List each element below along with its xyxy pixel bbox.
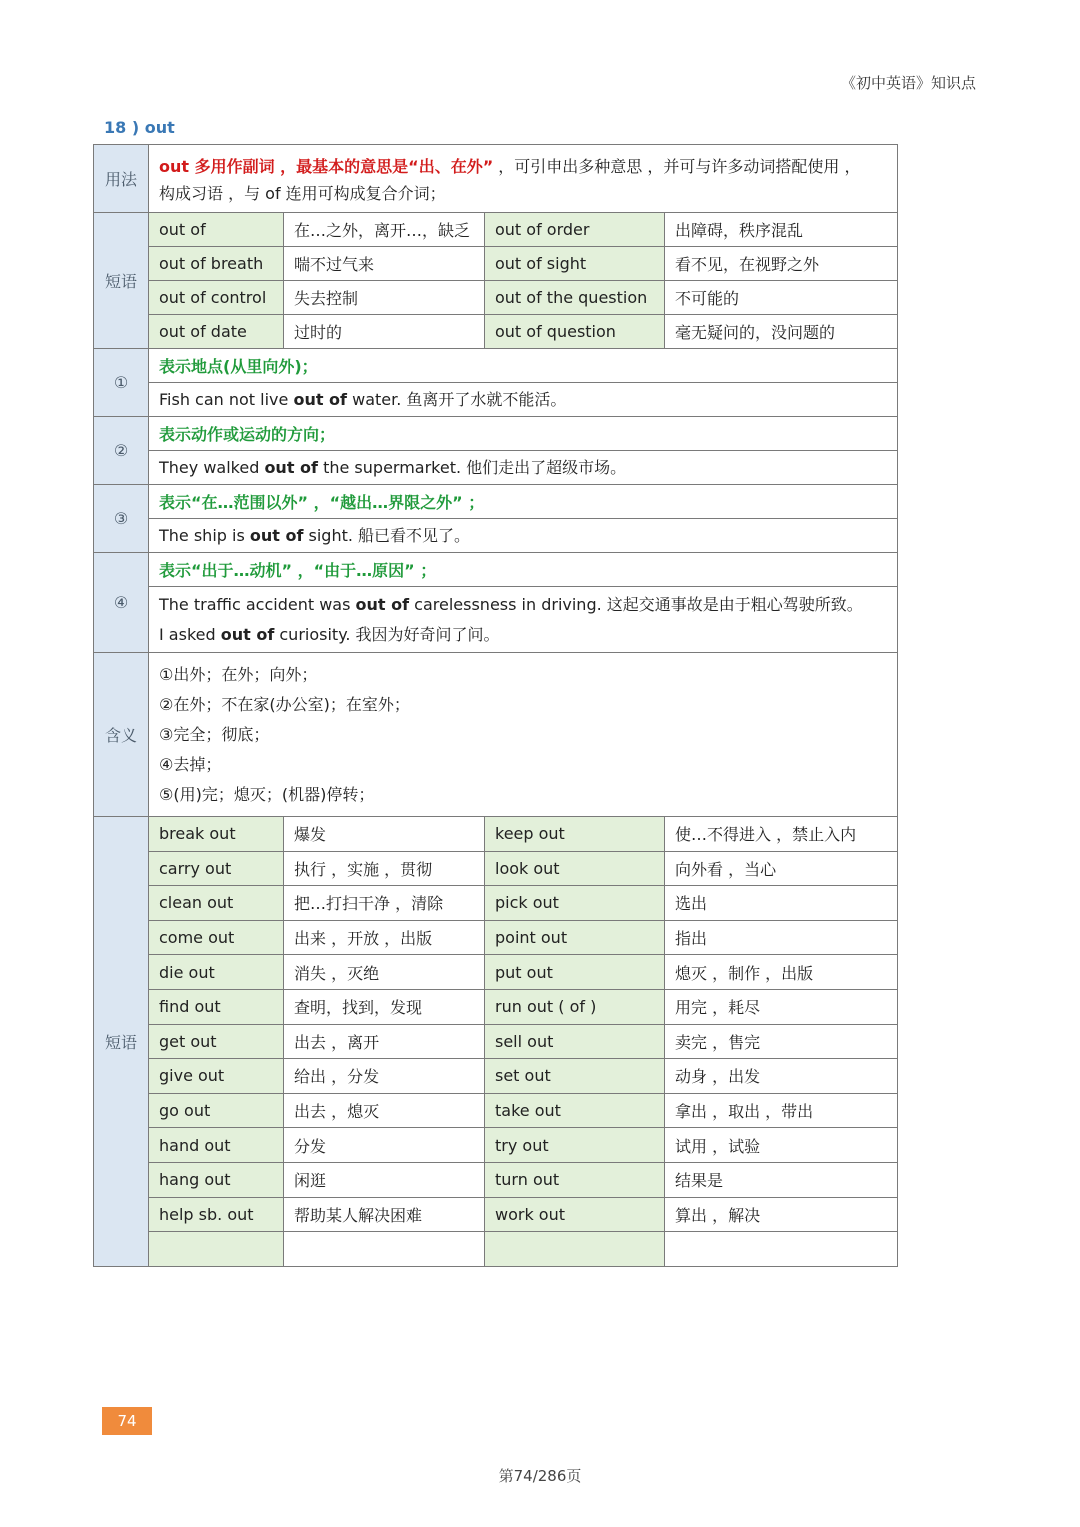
phrase: work out bbox=[485, 1197, 665, 1232]
phrase: out of sight bbox=[485, 247, 665, 281]
sense-example-row bbox=[94, 451, 898, 485]
example-sentence bbox=[159, 453, 887, 483]
phrase: sell out bbox=[485, 1024, 665, 1059]
example-keyword: out of bbox=[220, 624, 275, 644]
phrase: point out bbox=[485, 920, 665, 955]
phrase-meaning: 动身 ，出发 bbox=[665, 1059, 898, 1094]
sense-title bbox=[149, 553, 898, 587]
phrase: carry out bbox=[149, 851, 284, 886]
sense-title-text: 表示“出于…动机” ，“由于…原因” ； bbox=[159, 561, 437, 580]
section-title: 18 ) out bbox=[104, 118, 175, 137]
usage-label: 用法 bbox=[94, 145, 149, 213]
phrase bbox=[149, 1232, 284, 1267]
phrase: die out bbox=[149, 955, 284, 990]
phrase: come out bbox=[149, 920, 284, 955]
phrase: out of the question bbox=[485, 281, 665, 315]
example-keyword: out of bbox=[264, 457, 318, 477]
phrase-meaning: 看不见，在视野之外 bbox=[665, 247, 898, 281]
sense-examples bbox=[149, 587, 898, 653]
usage-row bbox=[94, 145, 898, 213]
phrase: out of breath bbox=[149, 247, 284, 281]
example-text: Fish can not live bbox=[159, 389, 294, 409]
sense-title-text: 表示“在…范围以外” ，“越出…界限之外” ； bbox=[159, 493, 485, 512]
phrase-meaning: 毫无疑问的，没问题的 bbox=[665, 315, 898, 349]
phrase-meaning: 消失 ，灭绝 bbox=[284, 955, 485, 990]
page-counter: 第74/286页 bbox=[498, 1467, 582, 1485]
example-text: They walked bbox=[159, 457, 265, 477]
phrase1-row bbox=[94, 213, 898, 247]
example-sentence bbox=[159, 521, 887, 551]
phrase-meaning: 帮助某人解决困难 bbox=[284, 1197, 485, 1232]
phrase-meaning: 试用 ，试验 bbox=[665, 1128, 898, 1163]
phrase: put out bbox=[485, 955, 665, 990]
sense-title-text: 表示地点(从里向外)； bbox=[159, 357, 318, 376]
meaning-item: ⑤(用)完；熄灭；(机器)停转； bbox=[159, 784, 375, 804]
phrase-meaning: 不可能的 bbox=[665, 281, 898, 315]
meaning-item: ①出外；在外；向外； bbox=[159, 664, 318, 684]
sense-title-row bbox=[94, 349, 898, 383]
phrase-meaning: 熄灭 ，制作 ，出版 bbox=[665, 955, 898, 990]
phrase: set out bbox=[485, 1059, 665, 1094]
example-keyword: out of bbox=[249, 525, 304, 545]
meaning-item: ④去掉； bbox=[159, 754, 222, 774]
phrase2-row bbox=[94, 1232, 898, 1267]
phrase-meaning: 选出 bbox=[665, 886, 898, 921]
example-text: I asked bbox=[159, 624, 221, 644]
phrase: run out ( of ) bbox=[485, 989, 665, 1024]
phrase-meaning: 闲逛 bbox=[284, 1162, 485, 1197]
sense-title bbox=[149, 417, 898, 451]
phrase-meaning: 向外看 ，当心 bbox=[665, 851, 898, 886]
meaning-item: ②在外；不在家(办公室)；在室外； bbox=[159, 694, 410, 714]
phrase bbox=[485, 1232, 665, 1267]
phrase: get out bbox=[149, 1024, 284, 1059]
example-sentence bbox=[159, 590, 887, 620]
phrase: out of bbox=[149, 213, 284, 247]
meanings-label: 含义 bbox=[94, 653, 149, 817]
book-title: 《初中英语》知识点 bbox=[840, 74, 976, 92]
phrase-meaning: 执行 ，实施 ，贯彻 bbox=[284, 851, 485, 886]
phrase-meaning: 卖完 ，售完 bbox=[665, 1024, 898, 1059]
phrase1-row bbox=[94, 281, 898, 315]
phrase2-row bbox=[94, 1059, 898, 1094]
phrase: out of date bbox=[149, 315, 284, 349]
phrase: clean out bbox=[149, 886, 284, 921]
phrase-meaning: 喘不过气来 bbox=[284, 247, 485, 281]
phrase: pick out bbox=[485, 886, 665, 921]
meanings-row bbox=[94, 653, 898, 817]
phrase: break out bbox=[149, 817, 284, 852]
phrase-meaning: 失去控制 bbox=[284, 281, 485, 315]
example-text: sight. 船已看不见了。 bbox=[303, 525, 471, 545]
example-text: The traffic accident was bbox=[159, 594, 356, 614]
usage-highlight: out 多用作副词 ，最基本的意思是“出、在外” bbox=[159, 156, 494, 176]
example-keyword: out of bbox=[293, 389, 348, 409]
phrase-meaning bbox=[665, 1232, 898, 1267]
meanings-list bbox=[149, 653, 898, 817]
sense-number: ③ bbox=[94, 485, 149, 553]
sense-examples bbox=[149, 519, 898, 553]
phrase-meaning: 使…不得进入 ，禁止入内 bbox=[665, 817, 898, 852]
phrase-meaning: 结果是 bbox=[665, 1162, 898, 1197]
sense-example-row bbox=[94, 519, 898, 553]
phrase: turn out bbox=[485, 1162, 665, 1197]
phrase1-row bbox=[94, 315, 898, 349]
phrase2-row bbox=[94, 989, 898, 1024]
phrase: hand out bbox=[149, 1128, 284, 1163]
sense-title-row bbox=[94, 417, 898, 451]
phrase2-row bbox=[94, 955, 898, 990]
sense-title bbox=[149, 485, 898, 519]
phrase: give out bbox=[149, 1059, 284, 1094]
phrase-meaning: 给出 ，分发 bbox=[284, 1059, 485, 1094]
sense-example-row bbox=[94, 383, 898, 417]
phrase-meaning: 爆发 bbox=[284, 817, 485, 852]
phrase-meaning: 拿出 ，取出 ，带出 bbox=[665, 1093, 898, 1128]
phrase2-row bbox=[94, 886, 898, 921]
phrase-meaning: 出去 ，离开 bbox=[284, 1024, 485, 1059]
example-sentence bbox=[159, 620, 887, 650]
phrase-meaning: 用完 ，耗尽 bbox=[665, 989, 898, 1024]
phrase: take out bbox=[485, 1093, 665, 1128]
sense-title-text: 表示动作或运动的方向； bbox=[159, 425, 336, 444]
phrase: find out bbox=[149, 989, 284, 1024]
phrase-meaning: 在…之外，离开…，缺乏 bbox=[284, 213, 485, 247]
usage-text bbox=[149, 145, 898, 213]
phrase2-row bbox=[94, 1128, 898, 1163]
phrase-meaning: 出去 ，熄灭 bbox=[284, 1093, 485, 1128]
sense-title bbox=[149, 349, 898, 383]
phrase2-row bbox=[94, 1162, 898, 1197]
phrase: keep out bbox=[485, 817, 665, 852]
phrase1-row bbox=[94, 247, 898, 281]
sense-title-row bbox=[94, 485, 898, 519]
example-text: curiosity. 我因为好奇问了问。 bbox=[274, 624, 500, 644]
phrase-meaning: 把…打扫干净 ，清除 bbox=[284, 886, 485, 921]
phrase: try out bbox=[485, 1128, 665, 1163]
sense-number: ④ bbox=[94, 553, 149, 653]
example-text: The ship is bbox=[159, 525, 250, 545]
sense-title-row bbox=[94, 553, 898, 587]
phrase2-row bbox=[94, 851, 898, 886]
usage-line2: 构成习语 ，与 of 连用可构成复合介词； bbox=[159, 183, 446, 203]
sense-examples bbox=[149, 383, 898, 417]
sense-example-row bbox=[94, 587, 898, 653]
phrase-meaning: 分发 bbox=[284, 1128, 485, 1163]
phrase: hang out bbox=[149, 1162, 284, 1197]
meaning-item: ③完全；彻底； bbox=[159, 724, 270, 744]
phrase-meaning: 出来 ，开放 ，出版 bbox=[284, 920, 485, 955]
phrase2-row bbox=[94, 1093, 898, 1128]
phrase-meaning: 过时的 bbox=[284, 315, 485, 349]
example-sentence bbox=[159, 385, 887, 415]
phrase: out of order bbox=[485, 213, 665, 247]
phrase2-row bbox=[94, 920, 898, 955]
phrase-meaning: 查明，找到，发现 bbox=[284, 989, 485, 1024]
phrase: look out bbox=[485, 851, 665, 886]
usage-rest: ，可引申出多种意思 ，并可与许多动词搭配使用 ， bbox=[493, 156, 861, 176]
phrase2-row bbox=[94, 817, 898, 852]
phrase-meaning: 出障碍，秩序混乱 bbox=[665, 213, 898, 247]
phrases2-label: 短语 bbox=[94, 817, 149, 1267]
phrase2-row bbox=[94, 1197, 898, 1232]
example-text: the supermarket. 他们走出了超级市场。 bbox=[318, 457, 627, 477]
example-keyword: out of bbox=[355, 594, 410, 614]
phrase-meaning bbox=[284, 1232, 485, 1267]
page-badge: 74 bbox=[102, 1407, 152, 1435]
phrase-meaning: 算出 ，解决 bbox=[665, 1197, 898, 1232]
phrase: out of question bbox=[485, 315, 665, 349]
sense-examples bbox=[149, 451, 898, 485]
knowledge-table bbox=[93, 144, 898, 1267]
phrase2-row bbox=[94, 1024, 898, 1059]
phrase: go out bbox=[149, 1093, 284, 1128]
phrases1-label: 短语 bbox=[94, 213, 149, 349]
example-text: carelessness in driving. 这起交通事故是由于粗心驾驶所致。 bbox=[409, 594, 863, 614]
phrase-meaning: 指出 bbox=[665, 920, 898, 955]
phrase: out of control bbox=[149, 281, 284, 315]
phrase: help sb. out bbox=[149, 1197, 284, 1232]
example-text: water. 鱼离开了水就不能活。 bbox=[347, 389, 567, 409]
sense-number: ② bbox=[94, 417, 149, 485]
sense-number: ① bbox=[94, 349, 149, 417]
